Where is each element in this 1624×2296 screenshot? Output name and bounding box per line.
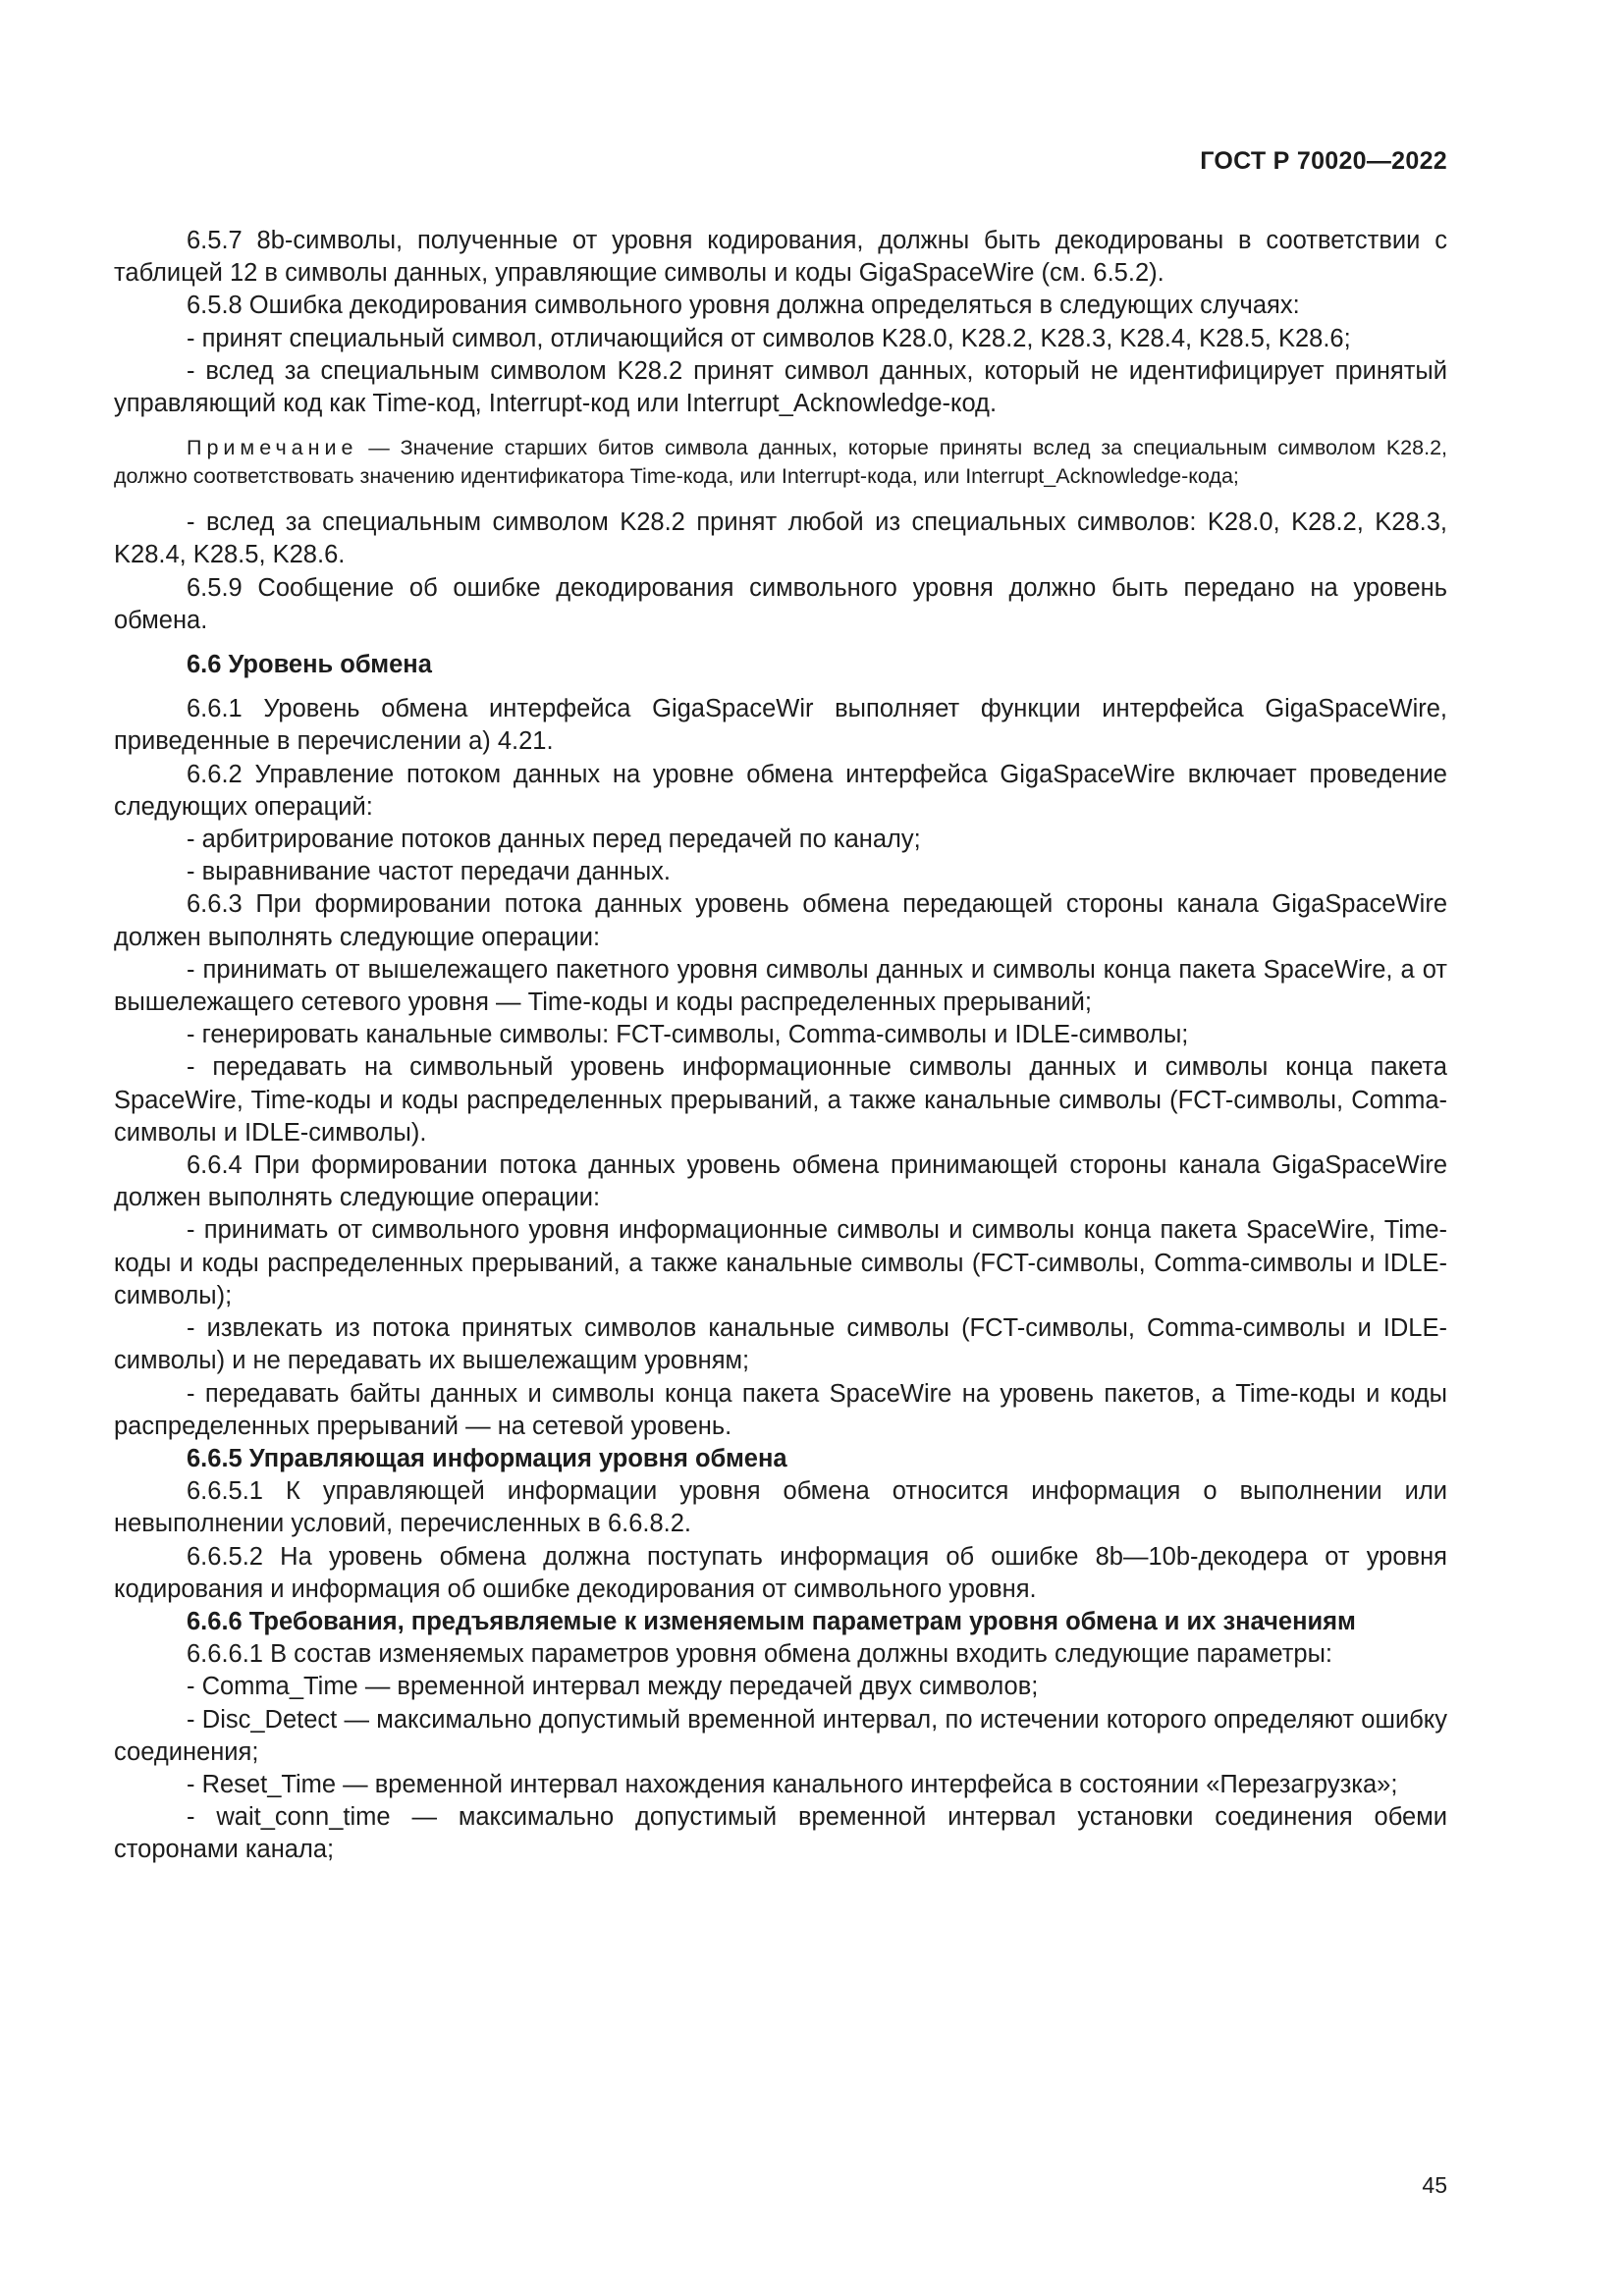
paragraph-6-6-3: 6.6.3 При формировании потока данных уровень обмена передающей стороны канала GigaSpaceWire должен выполнять следующие операции: [114, 890, 1447, 951]
note-label: Примечание [187, 436, 358, 460]
note-text: — Значение старших битов символа данных, которые приняты вслед за специальным символом K28.2, должно соответствовать значению идентификатора Time-кода, или Interrupt-кода, или Interrupt_Acknowledge-кода; [114, 436, 1447, 489]
list-item: - вслед за специальным символом K28.2 принят любой из специальных символов: K28.0, K28.2, K28.3, K28.4, K28.5, K28.6. [114, 508, 1447, 569]
page-number: 45 [1422, 2172, 1447, 2198]
list-item: - принят специальный символ, отличающийся от символов K28.0, K28.2, K28.3, K28.4, K28.5, K28.6; [187, 324, 1351, 352]
paragraph-6-5-9: 6.5.9 Сообщение об ошибке декодирования символьного уровня должно быть передано на уровень обмена. [114, 573, 1447, 634]
list-item: - извлекать из потока принятых символов канальные символы (FCT-символы, Comma-символы и IDLE-символы) и не передавать их вышележащим уровням; [114, 1314, 1447, 1375]
list-item: - генерировать канальные символы: FCT-символы, Comma-символы и IDLE-символы; [187, 1021, 1189, 1049]
paragraph-6-5-8: 6.5.8 Ошибка декодирования символьного уровня должна определяться в следующих случаях: [187, 292, 1300, 320]
list-item: - принимать от символьного уровня информационные символы и символы конца пакета SpaceWire, Time-коды и коды распределенных прерываний, а также канальные символы (FCT-символы, Comma-символы и IDLE-символы); [114, 1216, 1447, 1309]
list-item: - передавать байты данных и символы конца пакета SpaceWire на уровень пакетов, а Time-коды и коды распределенных прерываний — на сетевой уровень. [114, 1379, 1447, 1440]
section-heading-6-6: 6.6 Уровень обмена [187, 651, 432, 679]
subsection-heading-6-6-6: 6.6.6 Требования, предъявляемые к изменяемым параметрам уровня обмена и их значениям [187, 1607, 1356, 1635]
list-item: - принимать от вышележащего пакетного уровня символы данных и символы конца пакета SpaceWire, а от вышележащего сетевого уровня — Time-коды и коды распределенных прерываний; [114, 955, 1447, 1017]
paragraph-6-5-7: 6.5.7 8b-символы, полученные от уровня кодирования, должны быть декодированы в соответствии с таблицей 12 в символы данных, управляющие символы и коды GigaSpaceWire (см. 6.5.2). [114, 227, 1447, 288]
paragraph-6-6-2: 6.6.2 Управление потоком данных на уровне обмена интерфейса GigaSpaceWire включает проведение следующих операций: [114, 760, 1447, 821]
paragraph-6-6-4: 6.6.4 При формировании потока данных уровень обмена принимающей стороны канала GigaSpaceWire должен выполнять следующие операции: [114, 1151, 1447, 1212]
paragraph-6-6-6-1: 6.6.6.1 В состав изменяемых параметров уровня обмена должны входить следующие параметры: [187, 1640, 1333, 1669]
list-item: - Disc_Detect — максимально допустимый временной интервал, по истечении которого определяют ошибку соединения; [114, 1705, 1447, 1766]
list-item: - Comma_Time — временной интервал между передачей двух символов; [187, 1673, 1039, 1701]
list-item: - передавать на символьный уровень информационные символы данных и символы конца пакета SpaceWire, Time-коды и коды распределенных прерываний, а также канальные символы (FCT-символы, Comma-символы и IDLE-символы). [114, 1053, 1447, 1147]
page-content [114, 225, 1447, 1867]
list-item: - wait_conn_time — максимально допустимый временной интервал установки соединения обеми сторонами канала; [114, 1803, 1447, 1864]
standard-header: ГОСТ Р 70020—2022 [1200, 147, 1447, 175]
list-item: - Reset_Time — временной интервал нахождения канального интерфейса в состоянии «Перезагрузка»; [187, 1770, 1398, 1798]
list-item: - вслед за специальным символом K28.2 принят символ данных, который не идентифицирует принятый управляющий код как Time-код, Interrupt-код или Interrupt_Acknowledge-код. [114, 356, 1447, 418]
paragraph-6-6-5-1: 6.6.5.1 К управляющей информации уровня обмена относится информация о выполнении или невыполнении условий, перечисленных в 6.6.8.2. [114, 1477, 1447, 1538]
paragraph-6-6-1: 6.6.1 Уровень обмена интерфейса GigaSpaceWir выполняет функции интерфейса GigaSpaceWire, приведенные в перечислении а) 4.21. [114, 695, 1447, 756]
list-item: - арбитрирование потоков данных перед передачей по каналу; [187, 826, 921, 854]
subsection-heading-6-6-5: 6.6.5 Управляющая информация уровня обмена [187, 1444, 787, 1472]
note [114, 434, 1447, 491]
paragraph-6-6-5-2: 6.6.5.2 На уровень обмена должна поступать информация об ошибке 8b—10b-декодера от уровня кодирования и информация об ошибке декодирования от символьного уровня. [114, 1542, 1447, 1603]
list-item: - выравнивание частот передачи данных. [187, 858, 672, 886]
